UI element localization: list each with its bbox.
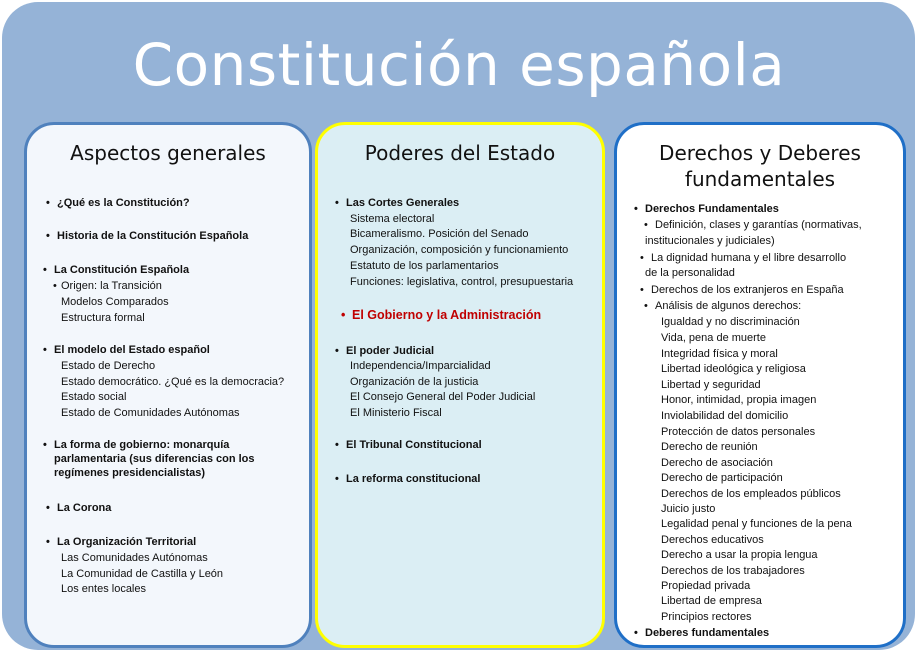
list-item: Los entes locales	[61, 583, 146, 595]
list-item: Independencia/Imparcialidad	[350, 360, 491, 372]
list-item: Derecho de participación	[661, 472, 783, 484]
list-item: • La Organización Territorial	[57, 535, 196, 549]
list-item: Organización de la justicia	[350, 376, 479, 388]
list-item: • Las Cortes Generales	[346, 196, 459, 210]
list-item: Libertad ideológica y religiosa	[661, 363, 806, 375]
list-item: • Definición, clases y garantías (normativas,	[655, 218, 862, 232]
panel-derechos-y-deberes	[614, 122, 906, 648]
list-item: Estado democrático. ¿Qué es la democracia?	[61, 376, 285, 388]
list-item: • Deberes fundamentales	[645, 626, 769, 640]
list-item: • Derechos de los extranjeros en España	[651, 283, 844, 297]
list-item: Organización, composición y funcionamiento	[350, 244, 569, 256]
list-item: • La forma de gobierno: monarquía	[54, 438, 229, 452]
panel-title: Aspectos generales	[70, 141, 266, 165]
panel-item-list	[318, 125, 602, 645]
list-item: • La Constitución Española	[54, 263, 189, 277]
list-item: Las Comunidades Autónomas	[61, 552, 208, 564]
list-item: Libertad y seguridad	[661, 379, 761, 391]
panel-title: Poderes del Estado	[364, 141, 556, 165]
list-item: Derecho a usar la propia lengua	[661, 549, 818, 561]
list-item: • ¿Qué es la Constitución?	[57, 196, 190, 210]
list-item: Vida, pena de muerte	[661, 332, 766, 344]
list-item: Estado de Comunidades Autónomas	[61, 407, 240, 419]
list-item: Derechos de los empleados públicos	[661, 488, 841, 500]
panel-aspectos-generales	[24, 122, 312, 648]
list-item: Honor, intimidad, propia imagen	[661, 394, 817, 406]
list-item: Derecho de reunión	[661, 441, 758, 453]
diagram-title: Constitución española	[132, 31, 786, 99]
list-item: • La Corona	[57, 501, 111, 515]
panel-item-list	[617, 125, 903, 645]
list-item: Derechos educativos	[661, 534, 764, 546]
list-item: Juicio justo	[661, 503, 716, 515]
list-item: • La dignidad humana y el libre desarrollo	[651, 251, 846, 265]
list-item: Derecho de asociación	[661, 457, 773, 469]
list-item: Estatuto de los parlamentarios	[350, 260, 499, 272]
list-item: Protección de datos personales	[661, 426, 816, 438]
list-item: de la personalidad	[645, 267, 735, 279]
list-item: Estado de Derecho	[61, 360, 156, 372]
list-item: Modelos Comparados	[61, 296, 169, 308]
list-item: parlamentaria (sus diferencias con los	[54, 453, 255, 465]
panel-item-list	[27, 125, 309, 645]
list-item: Estructura formal	[61, 312, 145, 324]
list-item: La Comunidad de Castilla y León	[61, 568, 224, 580]
list-item: Legalidad penal y funciones de la pena	[661, 518, 852, 530]
list-item: institucionales y judiciales)	[645, 235, 775, 247]
list-item: Igualdad y no discriminación	[661, 316, 800, 328]
list-item: • El Tribunal Constitucional	[346, 438, 482, 452]
list-item: Libertad de empresa	[661, 595, 762, 607]
list-item: • Análisis de algunos derechos:	[655, 299, 801, 313]
list-item: Principios rectores	[661, 611, 752, 623]
list-item: • Historia de la Constitución Española	[57, 229, 248, 243]
list-item: • El Gobierno y la Administración	[352, 308, 541, 322]
list-item: Bicameralismo. Posición del Senado	[350, 228, 529, 240]
list-item: Estado social	[61, 391, 127, 403]
list-item: • El poder Judicial	[346, 344, 434, 358]
list-item: Sistema electoral	[350, 213, 435, 225]
panel-title-line: Derechos y Deberes	[659, 141, 861, 165]
list-item: El Ministerio Fiscal	[350, 407, 442, 419]
list-item: regímenes presidencialistas)	[54, 467, 206, 479]
list-item: • El modelo del Estado español	[54, 343, 210, 357]
list-item: Integridad física y moral	[661, 348, 778, 360]
list-item: Funciones: legislativa, control, presupuestaria	[350, 276, 574, 288]
list-item: • Origen: la Transición	[61, 279, 162, 293]
list-item: • Derechos Fundamentales	[645, 202, 779, 216]
list-item: Derechos de los trabajadores	[661, 565, 805, 577]
panel-title-line: fundamentales	[684, 167, 836, 191]
list-item: El Consejo General del Poder Judicial	[350, 391, 536, 403]
list-item: • La reforma constitucional	[346, 472, 480, 486]
list-item: Inviolabilidad del domicilio	[661, 410, 789, 422]
panel-poderes-del-estado	[315, 122, 605, 648]
list-item: Propiedad privada	[661, 580, 751, 592]
